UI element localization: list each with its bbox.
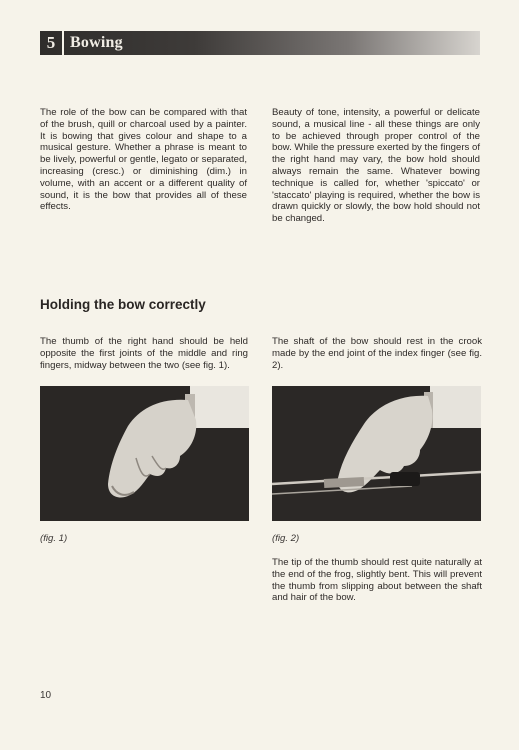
figure-1-caption: (fig. 1) bbox=[40, 533, 68, 544]
figure-2-caption: (fig. 2) bbox=[272, 533, 300, 544]
thumb-tip-paragraph: The tip of the thumb should rest quite naturally at the end of the frog, slightly bent. This will prevent the thumb from slipping about between the shaft and hair of the bow. bbox=[272, 557, 482, 604]
figure-1-photo bbox=[40, 386, 249, 521]
section-heading: Holding the bow correctly bbox=[40, 297, 206, 312]
hand-photo-2 bbox=[272, 386, 481, 521]
hand-photo-1 bbox=[40, 386, 249, 521]
figure-2-photo bbox=[272, 386, 481, 521]
thumb-position-paragraph: The thumb of the right hand should be held opposite the first joints of the middle and ring fingers, midway between the two (see fig. 1). bbox=[40, 336, 248, 371]
chapter-header-bar bbox=[40, 31, 480, 55]
chapter-number: 5 bbox=[40, 31, 64, 55]
page-number: 10 bbox=[40, 690, 52, 701]
chapter-title: Bowing bbox=[70, 34, 123, 51]
intro-paragraph-left: The role of the bow can be compared with that of the brush, quill or charcoal used by a painter. It is bowing that gives colour and shape to a musical gesture. Whether a phrase is meant to be lively, powerful or gentle, legato or separated, increasing (cresc.) or diminishing (dim.) in volume, with an accent or a different quality of sound, it is the bow that provides all of these effects. bbox=[40, 107, 247, 213]
intro-paragraph-right: Beauty of tone, intensity, a powerful or delicate sound, a musical line - all these things are only to be achieved through proper control of the bow. While the pressure exerted by the fingers of the right hand may vary, the bow hold should always remain the same. Whatever bowing technique is called for, whether 'spiccato' or 'staccato' playing is required, whether the bow is drawn quickly or slowly, the bow hold should not be changed. bbox=[272, 107, 480, 225]
shaft-position-paragraph: The shaft of the bow should rest in the crook made by the end joint of the index finger (see fig. 2). bbox=[272, 336, 482, 371]
